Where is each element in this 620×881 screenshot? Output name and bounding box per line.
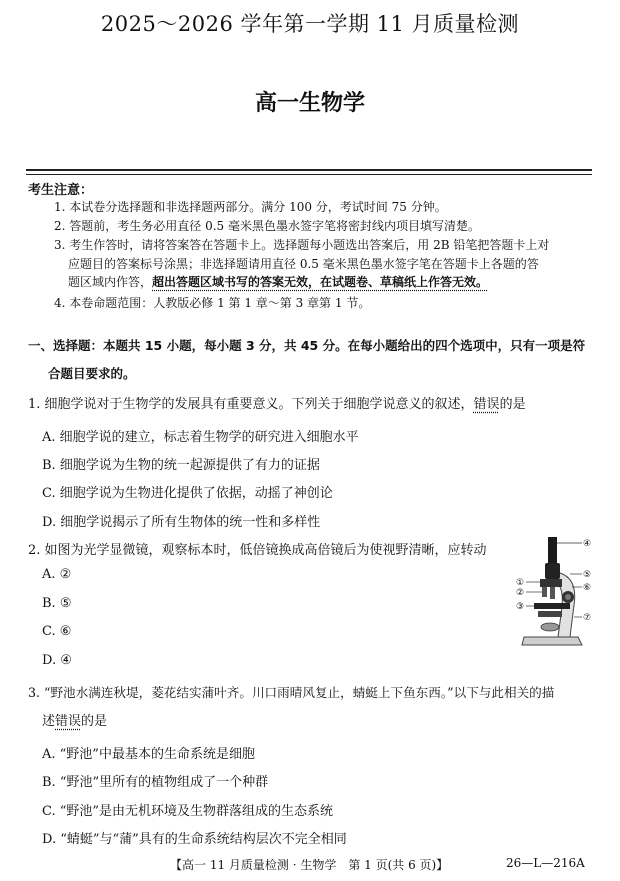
figure-label-6: ⑥ — [583, 583, 592, 593]
notice-emphasis: 超出答题区域书写的答案无效，在试题卷、草稿纸上作答无效。 — [152, 275, 489, 289]
paper-code: 26—L—216A — [506, 856, 585, 870]
objective-lens-2 — [550, 587, 555, 599]
notice-item-3-cont: 应题目的答案标号涂黑；非选择题请用直径 0.5 毫米黑色墨水签字笔在答题卡上各题的答 — [68, 257, 539, 271]
q3-option-c: C. “野池”是由无机环境及生物群落组成的生态系统 — [42, 804, 334, 819]
notice-item-3-tail: 题区域内作答， — [68, 275, 153, 289]
q2-option-d: D. ④ — [42, 653, 72, 668]
microscope-stage — [534, 603, 570, 609]
q3-option-b: B. “野池”里所有的植物组成了一个种群 — [42, 775, 269, 790]
q1-stem-end: 的是 — [499, 397, 526, 412]
page-footer: 【高一 11 月质量检测 · 生物学 第 1 页(共 6 页)】 — [170, 858, 449, 872]
microscope-head — [545, 563, 560, 579]
microscope-light — [541, 623, 559, 631]
q1-option-b: B. 细胞学说为生物的统一起源提供了有力的证据 — [42, 458, 320, 473]
q3-stem-end: 的是 — [81, 714, 108, 729]
q1-option-c: C. 细胞学说为生物进化提供了依据，动摇了神创论 — [42, 486, 333, 501]
notice-item-3: 3. 考生作答时，请将答案答在答题卡上。选择题每小题选出答案后，用 2B 铅笔把答题卡上对 — [54, 238, 550, 252]
q1-stem-text: 1. 细胞学说对于生物学的发展具有重要意义。下列关于细胞学说意义的叙述， — [28, 397, 474, 412]
notice-item-4: 4. 本卷命题范围：人教版必修 1 第 1 章～第 3 章第 1 节。 — [54, 296, 371, 310]
notice-item-3-end — [68, 273, 488, 290]
subject-title: 高一生物学 — [254, 91, 365, 116]
figure-label-4: ④ — [583, 539, 592, 549]
q3-stem: 3. “野池水满连秋堤，菱花结实蒲叶齐。川口雨晴风复止，蜻蜓上下鱼东西。”以下与此相关的描 — [28, 685, 555, 700]
q1-option-d: D. 细胞学说揭示了所有生物体的统一性和多样性 — [42, 515, 321, 530]
fine-focus-knob — [565, 594, 571, 600]
q2-option-c: C. ⑥ — [42, 624, 72, 639]
microscope-eyepiece — [548, 537, 557, 567]
microscope-base — [522, 637, 582, 645]
microscope-nosepiece — [540, 579, 562, 587]
q1-option-a: A. 细胞学说的建立，标志着生物学的研究进入细胞水平 — [42, 430, 359, 445]
figure-label-7: ⑦ — [583, 613, 592, 623]
q3-option-d: D. “蜻蜓”与“蒲”具有的生命系统结构层次不完全相同 — [42, 832, 347, 847]
q1-emphasis: 错误 — [473, 397, 500, 412]
figure-label-2: ② — [516, 588, 525, 598]
section-heading: 一、选择题：本题共 15 小题，每小题 3 分，共 45 分。在每小题给出的四个选项中，只有一项是符 — [28, 338, 586, 353]
notice-item-1: 1. 本试卷分选择题和非选择题两部分。满分 100 分，考试时间 75 分钟。 — [54, 200, 447, 214]
q2-option-b: B. ⑤ — [42, 596, 72, 611]
header-divider-thin — [26, 174, 592, 175]
notice-item-2: 2. 答题前，考生务必用直径 0.5 毫米黑色墨水签字笔将密封线内项目填写清楚。 — [54, 219, 480, 233]
header-divider — [26, 169, 592, 171]
figure-label-3: ③ — [516, 602, 525, 612]
exam-title: 2025～2026 学年第一学期 11 月质量检测 — [100, 12, 520, 36]
q3-stem-text: 述 — [42, 714, 56, 729]
section-heading-cont: 合题目要求的。 — [48, 366, 136, 381]
objective-lens-1 — [542, 587, 547, 597]
q3-emphasis: 错误 — [55, 714, 82, 729]
figure-label-1: ① — [516, 578, 525, 588]
q2-stem: 2. 如图为光学显微镜，观察标本时，低倍镜换成高倍镜后为使视野清晰，应转动 — [28, 543, 487, 558]
microscope-figure — [508, 533, 598, 651]
q3-stem-cont — [42, 710, 107, 729]
q3-option-a: A. “野池”中最基本的生命系统是细胞 — [42, 747, 255, 762]
figure-label-5: ⑤ — [583, 570, 592, 580]
microscope-condenser — [538, 611, 562, 617]
q2-option-a: A. ② — [42, 567, 72, 582]
q1-stem — [28, 393, 526, 412]
notice-heading: 考生注意： — [28, 183, 94, 198]
